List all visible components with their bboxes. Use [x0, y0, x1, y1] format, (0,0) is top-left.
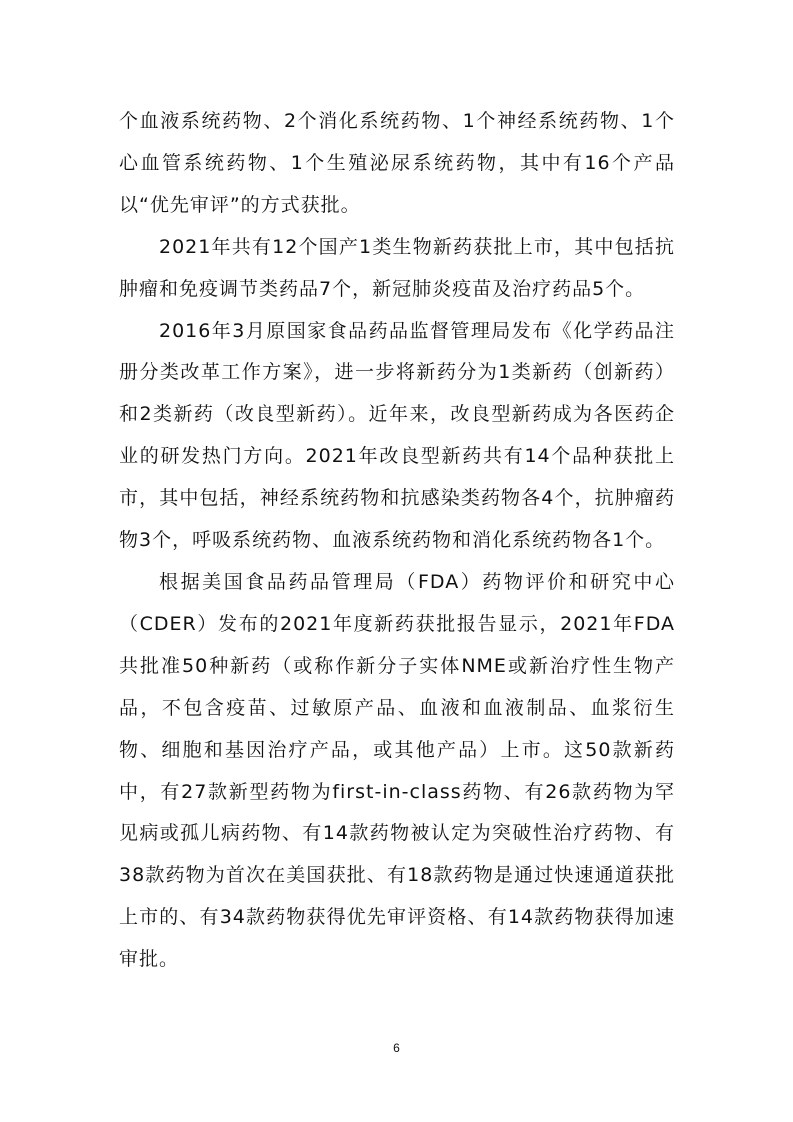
- paragraph-domestic-biologics: 2021年共有12个国产1类生物新药获批上市，其中包括抗肿瘤和免疫调节类药品7个，新冠肺炎疫苗及治疗药品5个。: [119, 235, 675, 300]
- body-text: [119, 101, 675, 981]
- paragraph-fda-approvals: 根据美国食品药品管理局（FDA）药物评价和研究中心（CDER）发布的2021年度新药获批报告显示，2021年FDA共批准50种新药（或称作新分子实体NME或新治疗性生物产品，不包含疫苗、过敏原产品、血液和血液制品、血浆衍生物、细胞和基因治疗产品，或其他产品）上市。这50款新药中，有27款新型药物为first-in-class药物、有26款药物为罕见病或孤儿病药物、有14款药物被认定为突破性治疗药物、有38款药物为首次在美国获批、有18款药物是通过快速通道获批上市的、有34款药物获得优先审评资格、有14款药物获得加速审批。: [119, 570, 675, 971]
- paragraph-continuation: 个血液系统药物、2个消化系统药物、1个神经系统药物、1个心血管系统药物、1个生殖泌尿系统药物，其中有16个产品以“优先审评”的方式获批。: [119, 110, 675, 216]
- paragraph-improved-drugs: 2016年3月原国家食品药品监督管理局发布《化学药品注册分类改革工作方案》，进一步将新药分为1类新药（创新药）和2类新药（改良型新药）。近年来，改良型新药成为各医药企业的研发热门方向。2021年改良型新药共有14个品种获批上市，其中包括，神经系统药物和抗感染类药物各4个，抗肿瘤药物3个，呼吸系统药物、血液系统药物和消化系统药物各1个。: [119, 319, 675, 552]
- page-number: 6: [393, 1041, 400, 1055]
